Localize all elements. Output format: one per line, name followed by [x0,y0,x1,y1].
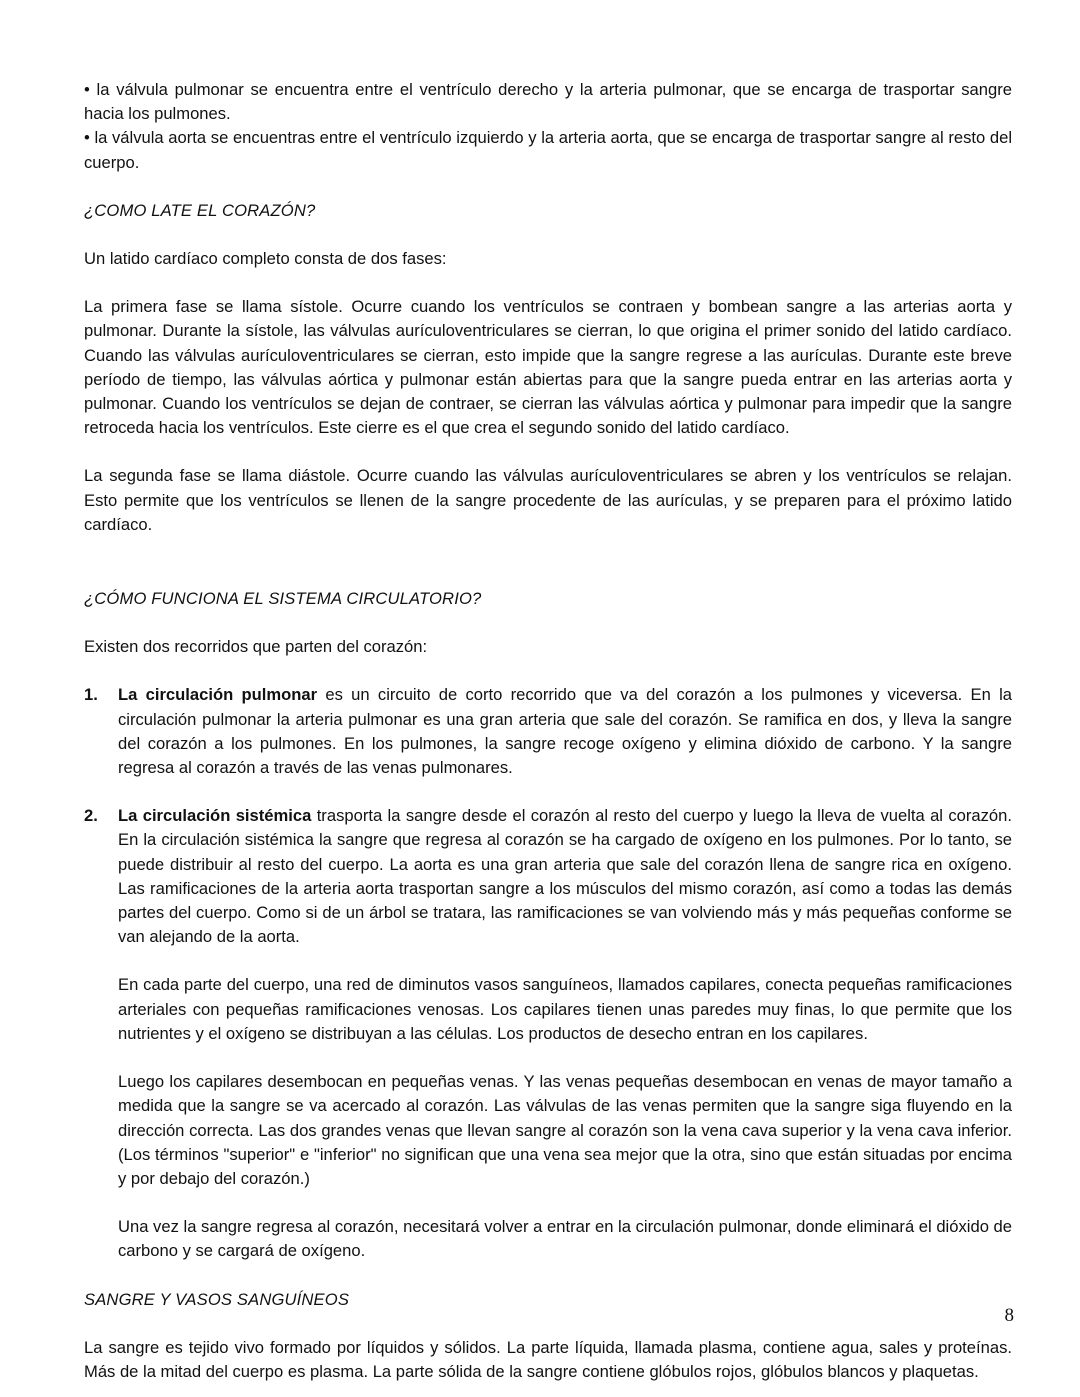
list-item-lead: La circulación sistémica [118,806,312,826]
spacer [84,611,1012,635]
paragraph-intro-fases: Un latido cardíaco completo consta de dos fases: [84,249,447,269]
spacer [84,440,1012,464]
spacer [84,1264,1012,1288]
heading-como-late-el-corazon: ¿COMO LATE EL CORAZÓN? [84,200,316,220]
paragraph-sistole: La primera fase se llama sístole. Ocurre cuando los ventrículos se contraen y bombean sangre a las arterias aorta y pulmonar. Durante la sístole, las válvulas aurículoventriculares se cierran, lo que origina el primer sonido del latido cardíaco. Cuando las válvulas aurículoventriculares se cierran, esto impide que la sangre regrese a las aurículas. Durante este breve período de tiempo, las válvulas aórtica y pulmonar están abiertas para que la sangre pueda entrar en las arterias aorta y pulmonar. Cuando los ventrículos se dejan de contraer, se cierran las válvulas aórtica y pulmonar para impedir que la sangre retroceda hacia los ventrículos. Este cierre es el que crea el segundo sonido del latido cardíaco. [84,297,1012,438]
list-item [84,804,1012,1263]
spacer [84,659,1012,683]
list-item [84,683,1012,780]
bullet-item-aortic-valve: • la válvula aorta se encuentras entre el ventrículo izquierdo y la arteria aorta, que se encarga de trasportar sangre al resto del cuerpo. [84,128,1012,172]
circulation-numbered-list [84,683,1012,1263]
heading-sangre-y-vasos-sanguineos: SANGRE Y VASOS SANGUÍNEOS [84,1289,350,1309]
list-marker: 1. [84,685,98,705]
page-number: 8 [1004,1305,1014,1326]
list-marker: 2. [84,806,98,826]
spacer [84,175,1012,199]
spacer [84,223,1012,247]
bullet-item-pulmonary-valve: • la válvula pulmonar se encuentra entre el ventrículo derecho y la arteria pulmonar, que se encarga de trasportar sangre hacia los pulmones. [84,80,1012,124]
paragraph-venas: Luego los capilares desembocan en pequeñas venas. Y las venas pequeñas desembocan en venas de mayor tamaño a medida que la sangre se va acercado al corazón. Las válvulas de las venas permiten que la sangre siga fluyendo en la dirección correcta. Las dos grandes venas que llevan sangre al corazón son la vena cava superior y la vena cava inferior. (Los términos "superior" e "inferior" no significan que una vena sea mejor que la otra, sino que están situadas por encima y por debajo del corazón.) [118,1072,1012,1188]
paragraph-retorno-pulmonar: Una vez la sangre regresa al corazón, necesitará volver a entrar en la circulación pulmonar, donde eliminará el dióxido de carbono y se cargará de oxígeno. [118,1217,1012,1261]
paragraph-intro-recorridos: Existen dos recorridos que parten del corazón: [84,637,428,657]
paragraph-sangre: La sangre es tejido vivo formado por líquidos y sólidos. La parte líquida, llamada plasma, contiene agua, sales y proteínas. Más de la mitad del cuerpo es plasma. La parte sólida de la sangre contiene glóbulos rojos, glóbulos blancos y plaquetas. [84,1337,1012,1381]
list-item-text [118,804,1012,949]
spacer [84,271,1012,295]
list-item-lead: La circulación pulmonar [118,685,318,705]
list-item-body: trasporta la sangre desde el corazón al resto del cuerpo y luego la lleva de vuelta al corazón. En la circulación sistémica la sangre que regresa al corazón se ha cargado de oxígeno en los pulmones. Por lo tanto, se puede distribuir al resto del cuerpo. La aorta es una gran arteria que sale del corazón llena de sangre rica en oxígeno. Las ramificaciones de la arteria aorta trasportan sangre a los músculos del mismo corazón, así como a todas las demás partes del cuerpo. Como si de un árbol se tratara, las ramificaciones se van volviendo más y más pequeñas conforme se van alejando de la aorta. [118,806,1012,947]
paragraph-diastole: La segunda fase se llama diástole. Ocurre cuando las válvulas aurículoventriculares se abren y los ventrículos se relajan. Esto permite que los ventrículos se llenen de la sangre procedente de las aurículas, y se preparen para el próximo latido cardíaco. [84,466,1012,534]
spacer [84,537,1012,587]
list-item-text [118,683,1012,780]
document-body [84,78,1012,1384]
valve-bullet-list [84,78,1012,175]
list-item-body: es un circuito de corto recorrido que va del corazón a los pulmones y viceversa. En la circulación pulmonar la arteria pulmonar es una gran arteria que sale del corazón. Se ramifica en dos, y lleva la sangre del corazón a los pulmones. En los pulmones, la sangre recoge oxígeno y elimina dióxido de carbono. Y la sangre regresa al corazón a través de las venas pulmonares. [118,685,1012,778]
spacer [84,1312,1012,1336]
heading-como-funciona-sistema-circulatorio: ¿CÓMO FUNCIONA EL SISTEMA CIRCULATORIO? [84,589,482,609]
paragraph-capilares: En cada parte del cuerpo, una red de diminutos vasos sanguíneos, llamados capilares, conecta pequeñas ramificaciones arteriales con pequeñas ramificaciones venosas. Los capilares tienen unas paredes muy finas, lo que permite que los nutrientes y el oxígeno se distribuyan a las células. Los productos de desecho entran en los capilares. [118,975,1012,1043]
